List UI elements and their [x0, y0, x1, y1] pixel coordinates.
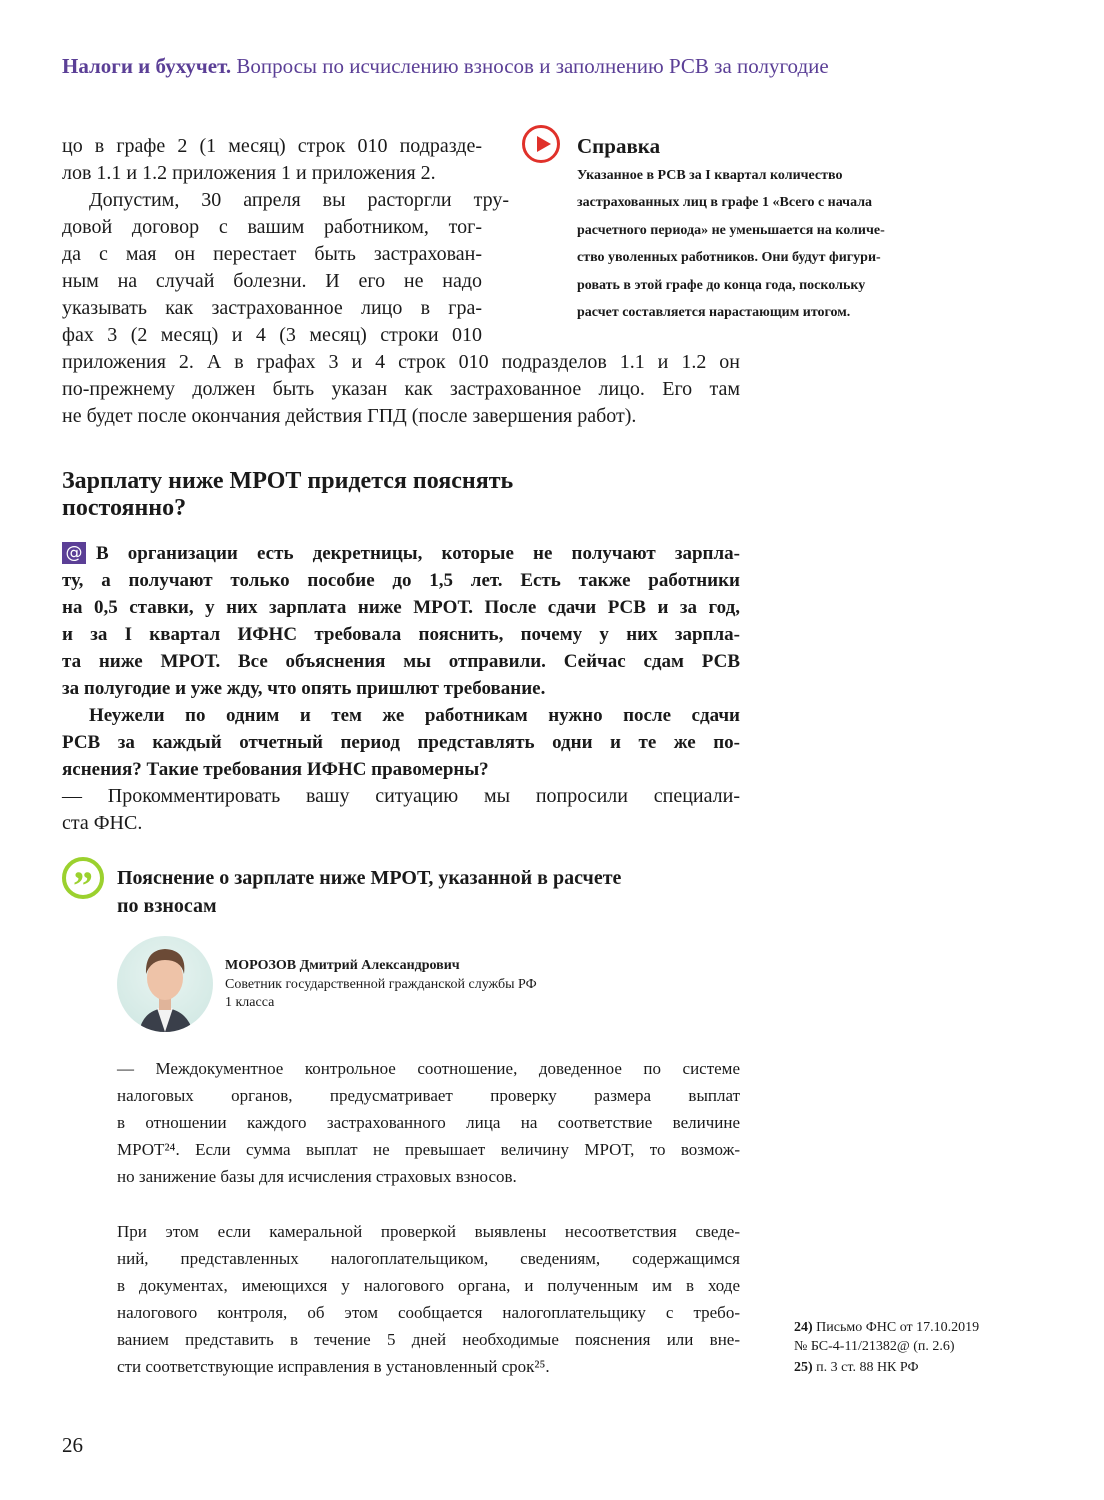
text-line: за полугодие и уже жду, что опять пришлют требование. [62, 678, 546, 699]
quote-icon: ” [62, 857, 104, 899]
text-line: цо в графе 2 (1 месяц) строк 010 подразде- [62, 135, 482, 157]
text-line: фах 3 (2 месяц) и 4 (3 месяц) строки 010 [62, 324, 482, 346]
text-line: расчетного периода» не уменьшается на количе- [577, 222, 885, 238]
page-number: 26 [62, 1433, 83, 1457]
text-line: ванием представить в течение 5 дней необходимые пояснения или вне- [117, 1330, 740, 1349]
header-subtitle: Вопросы по исчислению взносов и заполнению РСВ за полугодие [236, 54, 829, 78]
footnote-text: п. 3 ст. 88 НК РФ [816, 1360, 919, 1375]
footnote-25 [794, 1359, 979, 1378]
expert-name: МОРОЗОВ Дмитрий Александрович [225, 958, 460, 973]
question-paragraph-1 [62, 540, 740, 702]
text-line: — Прокомментировать вашу ситуацию мы попросили специали- [62, 785, 740, 807]
text-line: МРОТ²⁴. Если сумма выплат не превышает величину МРОТ, то возмож- [117, 1140, 740, 1159]
text-line: ным на случай болезни. И его не надо [62, 270, 482, 292]
text-line: лов 1.1 и 1.2 приложения 1 и приложения 2. [62, 162, 436, 184]
expert-box-title [117, 864, 747, 920]
answer-intro [62, 783, 740, 837]
text-line: в отношении каждого застрахованного лица на соответствие величине [117, 1113, 740, 1132]
text-line: ний, представленных налогоплательщиком, сведениям, содержащимся [117, 1249, 740, 1268]
sidebar-title: Справка [577, 134, 661, 158]
expert-position: Советник государственной гражданской службы РФ [225, 976, 537, 992]
text-line: ровать в этой графе до конца года, поскольку [577, 277, 866, 293]
expert-info [225, 957, 537, 1013]
email-icon: @ [62, 542, 86, 564]
expert-paragraph-1 [117, 1055, 740, 1190]
text-line: яснения? Такие требования ИФНС правомерны? [62, 759, 489, 780]
text-line: приложения 2. А в графах 3 и 4 строк 010 подразделов 1.1 и 1.2 он [62, 351, 740, 373]
expert-avatar [117, 936, 213, 1032]
text-line: застрахованных лиц в графе 1 «Всего с начала [577, 195, 873, 211]
text-line: ста ФНС. [62, 812, 143, 834]
text-line: В организации есть декретницы, которые не получают зарпла- [96, 543, 740, 564]
footnote-text: Письмо ФНС от 17.10.2019 [816, 1320, 980, 1335]
text-line: но занижение базы для исчисления страховых взносов. [117, 1167, 517, 1186]
footnote-24 [794, 1319, 979, 1338]
text-line: и за I квартал ИФНС требовала пояснить, почему у них зарпла- [62, 624, 740, 645]
text-line: Неужели по одним и тем же работникам нужно после сдачи [89, 705, 740, 726]
text-line: та ниже МРОТ. Все объяснения мы отправили. Сейчас сдам РСВ [62, 651, 740, 672]
text-line: ту, а получают только пособие до 1,5 лет. Есть также работники [62, 570, 740, 591]
footnotes [794, 1319, 979, 1378]
sidebar-note [577, 162, 1010, 326]
text-line: довой договор с вашим работником, тог- [62, 216, 482, 238]
text-line: налоговых органов, предусматривает проверку размера выплат [117, 1086, 740, 1105]
text-line: не будет после окончания действия ГПД (после завершения работ). [62, 405, 637, 427]
text-line: сти соответствующие исправления в установленный срок²⁵. [117, 1357, 550, 1376]
footnote-number: 24) [794, 1320, 813, 1335]
footnote-24-cont: № БС-4-11/21382@ (п. 2.6) [794, 1338, 955, 1354]
text-line: постоянно? [62, 495, 187, 521]
text-line: расчет составляется нарастающим итогом. [577, 305, 851, 321]
question-paragraph-2 [62, 702, 740, 783]
intro-paragraph-1 [62, 133, 482, 187]
text-line: по-прежнему должен быть указан как застрахованное лицо. Его там [62, 378, 740, 400]
text-line: по взносам [117, 895, 217, 917]
expert-paragraph-2 [117, 1218, 740, 1380]
text-line: указывать как застрахованное лицо в гра- [62, 297, 482, 319]
expert-rank: 1 класса [225, 995, 275, 1010]
text-line: да с мая он перестает быть застрахован- [62, 243, 482, 265]
text-line: на 0,5 ставки, у них зарплата ниже МРОТ. После сдачи РСВ и за год, [62, 597, 740, 618]
text-line: налогового контроля, об этом сообщается налогоплательщику с требо- [117, 1303, 740, 1322]
text-line: Пояснение о зарплате ниже МРОТ, указанной в расчете [117, 867, 622, 889]
text-line: — Междокументное контрольное соотношение, доведенное по системе [117, 1059, 740, 1078]
text-line: При этом если камеральной проверкой выявлены несоответствия сведе- [117, 1222, 740, 1241]
running-header [62, 54, 829, 79]
text-line: РСВ за каждый отчетный период представлять одни и те же по- [62, 732, 740, 753]
text-line: ство уволенных работников. Они будут фигури- [577, 250, 881, 266]
section-heading [62, 468, 702, 522]
footnote-number: 25) [794, 1360, 813, 1375]
header-section: Налоги и бухучет. [62, 54, 232, 78]
text-line: Допустим, 30 апреля вы расторгли тру- [89, 189, 509, 211]
text-line: Указанное в РСВ за I квартал количество [577, 168, 843, 183]
text-line: в документах, имеющихся у налогового органа, и полученным им в ходе [117, 1276, 740, 1295]
expert-photo [117, 936, 213, 1032]
text-line: Зарплату ниже МРОТ придется пояснять [62, 468, 514, 494]
play-icon [522, 125, 560, 163]
